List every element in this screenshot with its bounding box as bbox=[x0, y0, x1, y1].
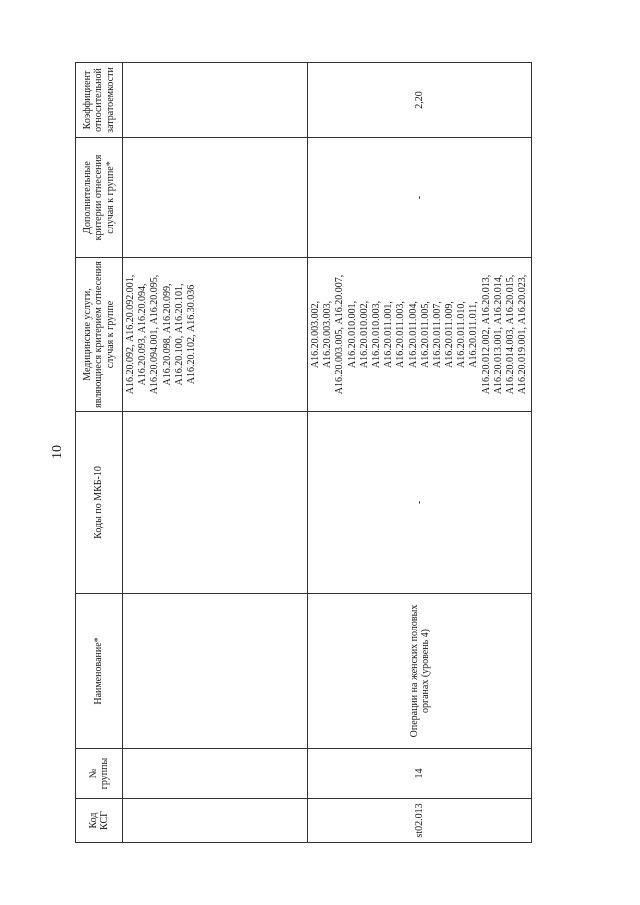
service-code-line: А16.20.093, А16.20.094, bbox=[137, 283, 149, 386]
rotated-table-wrapper bbox=[75, 63, 529, 843]
header-extra-criteria: Дополнительные критерии отнесения случая к группе* bbox=[76, 138, 123, 258]
service-code-line: А16.20.010.003, bbox=[370, 300, 382, 369]
service-code-line: А16.20.011.009, bbox=[444, 301, 456, 368]
cell-ksg-code bbox=[123, 799, 308, 843]
cell-mkb-codes: - bbox=[308, 412, 532, 594]
service-code-line: А16.20.010.002, bbox=[358, 300, 370, 369]
service-code-line: А16.20.092, А16.20.092.001, bbox=[125, 274, 136, 395]
header-ksg-code: Код КСГ bbox=[76, 799, 123, 843]
service-code-line: А16.20.011.007, bbox=[431, 301, 443, 368]
table-row bbox=[123, 63, 308, 843]
cell-ksg-code: st02.013 bbox=[308, 799, 532, 843]
cell-name: Операции на женских половых органах (уровень 4) bbox=[308, 594, 532, 749]
cell-services bbox=[123, 258, 308, 412]
service-code-line: А16.20.011.001, bbox=[383, 301, 395, 368]
service-code-line: А16.20.019.001, А16.20.023, bbox=[517, 274, 529, 395]
service-code-line: А16.20.011.004, bbox=[407, 301, 419, 368]
ksg-table bbox=[75, 62, 532, 843]
header-row bbox=[76, 63, 123, 843]
service-code-line: А16.20.003.002, bbox=[310, 300, 321, 369]
service-code-line: А16.20.010.001, bbox=[346, 300, 358, 369]
cell-services bbox=[308, 258, 532, 412]
header-mkb-codes: Коды по МКБ-10 bbox=[76, 412, 123, 594]
table-row bbox=[308, 63, 532, 843]
cell-extra-criteria bbox=[123, 138, 308, 258]
service-code-line: А16.20.011.005, bbox=[419, 301, 431, 368]
service-code-line: А16.20.100, А16.20.101, bbox=[173, 283, 185, 386]
service-code-line: А16.20.014.003, А16.20.015, bbox=[505, 274, 516, 395]
cell-group-no: 14 bbox=[308, 749, 532, 799]
service-code-line: А16.20.098, А16.20.099, bbox=[161, 283, 173, 386]
header-coefficient: Коэффициент относительной затратоемкости bbox=[76, 63, 123, 138]
cell-coefficient bbox=[123, 63, 308, 138]
header-name: Наименование* bbox=[76, 594, 123, 749]
cell-coefficient: 2,20 bbox=[308, 63, 532, 138]
service-code-line: А16.20.011.003, bbox=[395, 301, 407, 368]
page-number: 10 bbox=[50, 445, 65, 459]
cell-group-no bbox=[123, 749, 308, 799]
cell-extra-criteria: - bbox=[308, 138, 532, 258]
cell-mkb-codes bbox=[123, 412, 308, 594]
service-code-line: А16.20.003.003, bbox=[322, 300, 334, 369]
header-services: Медицинские услуги, являющиеся критерием отнесения случая к группе bbox=[76, 258, 123, 412]
service-code-line: А16.20.094.001, А16.20.095, bbox=[149, 274, 161, 395]
service-code-line: А16.20.011.010, bbox=[456, 301, 468, 368]
service-code-line: А16.20.011.011, bbox=[468, 301, 480, 368]
service-code-line: А16.20.003.005, А16.20.007, bbox=[334, 274, 346, 395]
header-group-no: № группы bbox=[76, 749, 123, 799]
service-code-line: А16.20.013.001, А16.20.014, bbox=[492, 274, 504, 395]
service-code-line: А16.20.012.002, А16.20.013, bbox=[480, 274, 492, 395]
cell-name bbox=[123, 594, 308, 749]
service-code-line: А16.20.102, А16.30.036 bbox=[185, 284, 197, 385]
